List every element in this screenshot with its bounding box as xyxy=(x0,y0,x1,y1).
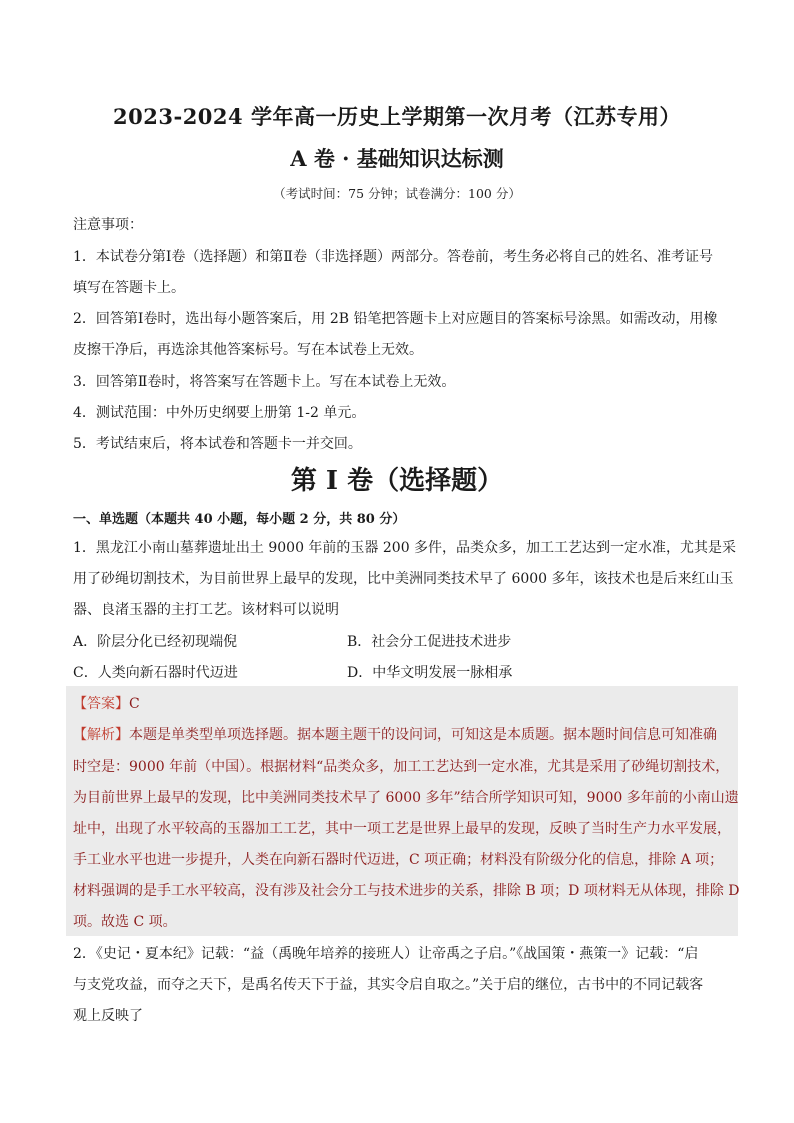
question-1-stem-line: 器、良渚玉器的主打工艺。该材料可以说明 xyxy=(73,602,339,618)
section-title: 第 I 卷（选择题） xyxy=(290,466,504,496)
question-1-analysis-line: 时空是：9000 年前（中国）。根据材料“品类众多，加工工艺达到一定水准，尤其是采用了砂绳切割技术， xyxy=(73,759,730,775)
notes-line: 4．测试范围：中外历史纲要上册第 1-2 单元。 xyxy=(73,405,366,421)
question-1-option-b: B．社会分工促进技术进步 xyxy=(347,634,512,650)
question-1-option-a: A．阶层分化已经初现端倪 xyxy=(73,634,238,650)
notes-heading: 注意事项： xyxy=(73,217,143,233)
notes-line: 2．回答第Ⅰ卷时，选出每小题答案后，用 2B 铅笔把答题卡上对应题目的答案标号涂黑。如需改动，用橡 xyxy=(73,311,718,327)
exam-time-info: （考试时间：75 分钟；试卷满分：100 分） xyxy=(273,186,521,201)
notes-line: 填写在答题卡上。 xyxy=(73,280,185,296)
answer-tag: 【答案】 xyxy=(73,696,129,712)
analysis-text: 本题是单类型单项选择题。据本题主题干的设问词，可知这是本质题。据本题时间信息可知准确 xyxy=(129,727,717,743)
question-1-stem-line: 用了砂绳切割技术，为目前世界上最早的发现，比中美洲同类技术早了 6000 多年，该技术也是后来红山玉 xyxy=(73,571,734,587)
exam-subtitle: A 卷 · 基础知识达标测 xyxy=(290,146,504,171)
analysis-tag: 【解析】 xyxy=(73,727,129,743)
part-heading: 一、单选题（本题共 40 小题，每小题 2 分，共 80 分） xyxy=(73,512,406,527)
question-2-stem-line: 与支党攻益，而夺之天下，是禹名传天下于益，其实令启自取之。”关于启的继位，古书中的不同记载客 xyxy=(73,977,704,993)
exam-title: 2023-2024 学年高一历史上学期第一次月考（江苏专用） xyxy=(113,104,681,129)
question-1-analysis-line: 址中，出现了水平较高的玉器加工工艺，其中一项工艺是世界上最早的发现，反映了当时生产力水平发展， xyxy=(73,821,731,837)
question-1-analysis-line: 材料强调的是手工水平较高，没有涉及社会分工与技术进步的关系，排除 B 项；D 项材料无从体现，排除 D xyxy=(73,883,740,899)
notes-line: 5．考试结束后，将本试卷和答题卡一并交回。 xyxy=(73,436,362,452)
notes-line: 皮擦干净后，再选涂其他答案标号。写在本试卷上无效。 xyxy=(73,342,423,358)
question-1-analysis-line: 手工业水平也进一步提升，人类在向新石器时代迈进，C 项正确；材料没有阶级分化的信息，排除 A 项； xyxy=(73,852,724,868)
answer-value: C xyxy=(129,696,140,712)
question-2-stem-line: 观上反映了 xyxy=(73,1008,143,1024)
question-1-analysis-line: 为目前世界上最早的发现，比中美洲同类技术早了 6000 多年”结合所学知识可知，9000 多年前的小南山遗 xyxy=(73,790,739,806)
question-1-answer xyxy=(73,694,140,714)
question-1-stem-line: 1．黑龙江小南山墓葬遗址出土 9000 年前的玉器 200 多件，品类众多，加工工艺达到一定水准，尤其是采 xyxy=(73,540,737,556)
question-2-stem-line: 2．《史记・夏本纪》记载：“益（禹晚年培养的接班人）让帝禹之子启。”《战国策・燕策一》记载：“启 xyxy=(73,946,699,962)
question-1-analysis-line xyxy=(73,725,717,745)
question-1-option-c: C．人类向新石器时代迈进 xyxy=(73,665,238,681)
notes-line: 3．回答第Ⅱ卷时，将答案写在答题卡上。写在本试卷上无效。 xyxy=(73,374,456,390)
notes-line: 1．本试卷分第Ⅰ卷（选择题）和第Ⅱ卷（非选择题）两部分。答卷前，考生务必将自己的姓名、准考证号 xyxy=(73,249,713,265)
question-1-analysis-line: 项。故选 C 项。 xyxy=(73,914,177,930)
question-1-option-d: D．中华文明发展一脉相承 xyxy=(347,665,513,681)
